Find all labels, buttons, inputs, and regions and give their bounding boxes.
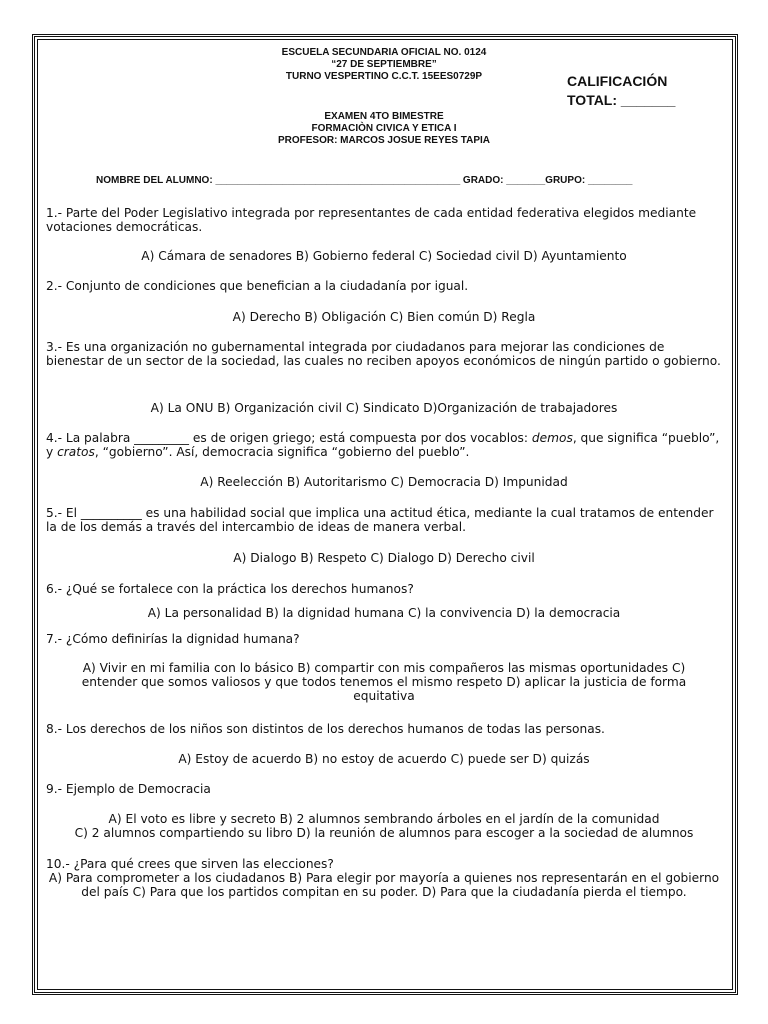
- grade-box: [567, 72, 675, 110]
- exam-title: EXAMEN 4TO BIMESTRE: [324, 111, 444, 122]
- question-3: 3.- Es una organización no gubernamental integrada por ciudadanos para mejorar las condiciones de bienestar de un sector de la sociedad, las cuales no reciben apoyos económicos de ningún partido o gobierno.: [46, 340, 721, 368]
- question-4-part: , que significa “pueblo”, y: [46, 431, 720, 459]
- question-4-term-demos: demos: [531, 431, 573, 445]
- question-4-options: A) Reelección B) Autoritarismo C) Democracia D) Impunidad: [200, 475, 568, 489]
- total-label: TOTAL: _______: [567, 92, 676, 108]
- question-7: 7.- ¿Cómo definirías la dignidad humana?: [46, 632, 300, 646]
- question-9: 9.- Ejemplo de Democracia: [46, 782, 211, 796]
- grade-label: CALIFICACIÓN: [567, 73, 668, 89]
- exam-teacher: PROFESOR: MARCOS JOSUE REYES TAPIA: [277, 135, 491, 146]
- exam-header: [190, 111, 578, 147]
- school-date-name: “27 DE SEPTIEMBRE”: [331, 59, 437, 70]
- question-10: 10.- ¿Para qué crees que sirven las elecciones?: [46, 857, 334, 871]
- question-6: 6.- ¿Qué se fortalece con la práctica los derechos humanos?: [46, 582, 414, 596]
- question-8: 8.- Los derechos de los niños son distintos de los derechos humanos de todas las personas.: [46, 722, 605, 736]
- question-6-options: A) La personalidad B) la dignidad humana C) la convivencia D) la democracia: [147, 606, 621, 620]
- question-1: 1.- Parte del Poder Legislativo integrada por representantes de cada entidad federativa elegidos mediante votaciones democráticas.: [46, 206, 697, 234]
- exam-subject: FORMACIÒN CIVICA Y ETICA I: [311, 123, 457, 134]
- question-8-options: A) Estoy de acuerdo B) no estoy de acuerdo C) puede ser D) quizás: [178, 752, 590, 766]
- question-5: 5.- El __________ es una habilidad social que implica una actitud ética, mediante la cual tratamos de entender la de los demás a través del intercambio de ideas de manera verbal.: [46, 506, 714, 534]
- school-shift-cct: TURNO VESPERTINO C.C.T. 15EES0729P: [285, 71, 483, 82]
- question-9-options-line: C) 2 alumnos compartiendo su libro D) la reunión de alumnos para escoger a la sociedad de alumnos: [74, 826, 694, 840]
- student-info-line: NOMBRE DEL ALUMNO: ____________________________________________ GRADO: _______GRUPO: ________: [96, 175, 633, 186]
- question-9-options: [46, 812, 722, 840]
- question-1-options: A) Cámara de senadores B) Gobierno federal C) Sociedad civil D) Ayuntamiento: [141, 249, 627, 263]
- question-4: [46, 431, 722, 459]
- question-4-part: 4.- La palabra _________ es de origen griego; está compuesta por dos vocablos:: [46, 431, 532, 445]
- question-3-options: A) La ONU B) Organización civil C) Sindicato D)Organización de trabajadores: [150, 401, 618, 415]
- question-4-part: , “gobierno”. Así, democracia significa “gobierno del pueblo”.: [94, 445, 470, 459]
- question-2: 2.- Conjunto de condiciones que benefician a la ciudadanía por igual.: [46, 279, 469, 293]
- question-9-options-line: A) El voto es libre y secreto B) 2 alumnos sembrando árboles en el jardín de la comunidad: [108, 812, 660, 826]
- school-name: ESCUELA SECUNDARIA OFICIAL NO. 0124: [281, 47, 487, 58]
- question-10-options: A) Para comprometer a los ciudadanos B) Para elegir por mayoría a quienes nos representarán en el gobierno del país C) Para que los partidos compitan en su poder. D) Para que la ciudadanía pierda el tiempo.: [48, 871, 720, 899]
- school-header: [190, 47, 578, 83]
- question-2-options: A) Derecho B) Obligación C) Bien común D) Regla: [232, 310, 536, 324]
- question-7-options: A) Vivir en mi familia con lo básico B) compartir con mis compañeros las mismas oportunidades C) entender que somos valiosos y que todos tenemos el mismo respeto D) aplicar la justicia de forma equitativa: [81, 661, 687, 703]
- question-4-term-cratos: cratos: [57, 445, 95, 459]
- question-5-options: A) Dialogo B) Respeto C) Dialogo D) Derecho civil: [233, 551, 535, 565]
